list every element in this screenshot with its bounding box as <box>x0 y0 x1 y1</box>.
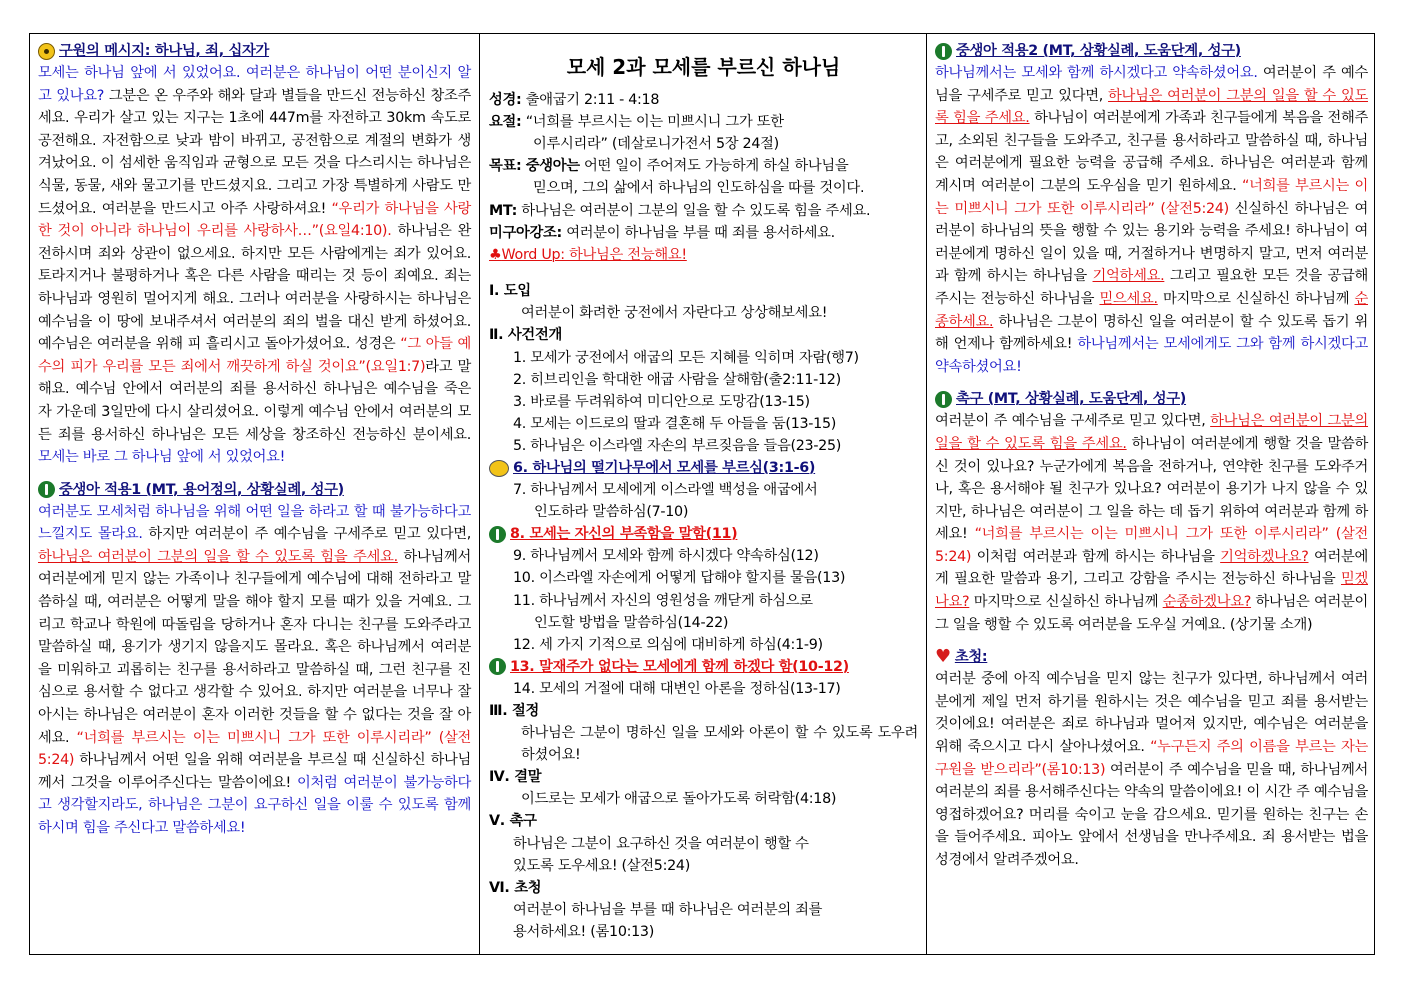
person-icon <box>38 481 55 498</box>
outline-intro-heading: Ⅰ. 도입 <box>489 283 531 300</box>
person-icon <box>489 526 506 543</box>
invitation-heading: ♥ 초청: <box>935 646 988 668</box>
outline-event-item: 14. 모세의 거절에 대해 대변인 아론을 정하심(13-17) <box>513 680 841 697</box>
emphasis-line: 미구아강조: 여러분이 하나님을 부를 때 죄를 용서하세요. <box>489 224 835 241</box>
invitation-body: 여러분 중에 아직 예수님을 믿지 않는 친구가 있다면, 하나님께서 여러분에게 제일 먼저 하기를 원하시는 것은 예수님을 믿고 죄를 용서받는 것이에요! 여러분은 죄로 하나님과 멀어져 있지만, 예수님은 여러분을 위해 죽으시고 다시 살아나셨어요. “누구든지 주의 이름을 부르는 자는 구원을 받으리라”(롬10:13) 여러분이 주 예수님을 믿을 때, 하나님께서 여러분의 죄를 용서해주신다는 약속의 말씀이에요! 이 시간 주 예수님을 영접하겠어요? 머리를 숙이고 눈을 감으세요. 믿기를 원하는 친구는 손을 들어주세요. 피아노 앞에서 선생님을 만나주세요. 죄 용서받는 법을 성경에서 알려주겠어요. <box>935 671 1368 868</box>
left-column <box>30 34 480 954</box>
lesson-outline <box>489 280 918 943</box>
outline-urge-body-cont: 있도록 도우세요! (살전5:24) <box>513 857 690 874</box>
outline-events-heading: Ⅱ. 사건전개 <box>489 327 562 344</box>
goal-line-2: 믿으며, 그의 삶에서 하나님의 인도하심을 따를 것이다. <box>533 180 865 197</box>
application2-heading: 중생아 적용2 (MT, 상황실례, 도움단계, 성구) <box>935 40 1368 62</box>
urge-heading: 촉구 (MT, 상황실례, 도움단계, 성구) <box>935 388 1368 410</box>
outline-ending-heading: Ⅳ. 결말 <box>489 769 542 786</box>
outline-event-item: 3. 바로를 두려워하여 미디안으로 도망감(13-15) <box>513 393 810 410</box>
outline-event-item: 2. 히브리인을 학대한 애굽 사람을 살해함(출2:11-12) <box>513 371 841 388</box>
outline-invitation-heading: Ⅵ. 초청 <box>489 879 542 896</box>
outline-invitation-body: 여러분이 하나님을 부를 때 하나님은 여러분의 죄를 <box>513 901 823 918</box>
application1-heading: 중생아 적용1 (MT, 용어정의, 상황실례, 성구) <box>38 479 471 501</box>
salvation-message-body: 모세는 하나님 앞에 서 있었어요. 여러분은 하나님이 어떤 분이신지 알고 있나요? 그분은 온 우주와 해와 달과 별들을 만드신 전능하신 창조주세요. 우리가 살고 있는 지구는 1초에 447m를 자전하고 30km 속도로 공전해요. 자전함으로 낮과 밤이 바뀌고, 공전함으로 계절의 변화가 생겨났어요. 이 섬세한 움직임과 균형으로 모든 것을 다스리시는 하나님은 식물, 동물, 새와 물고기를 만드셨지요. 그리고 가장 특별하게 사람도 만드셨어요. 여러분을 만드시고 아주 사랑하셔요! “우리가 하나님을 사랑한 것이 아니라 하나님이 우리를 사랑하사…”(요일4:10). 하나님은 완전하시며 죄와 상관이 없으세요. 하지만 모든 사람에게는 죄가 있어요. 토라지거나 불평하거나 혹은 다른 사람을 때리는 것 등이 죄예요. 죄는 하나님과 영원히 멀어지게 해요. 그러나 여러분을 사랑하시는 하나님은 예수님을 이 땅에 보내주셔서 여러분의 죄의 벌을 대신 받게 하셨어요. 예수님은 여러분을 위해 피 흘리시고 돌아가셨어요. 성경은 “그 아들 예수의 피가 우리를 모든 죄에서 깨끗하게 하실 것이요”(요일1:7)라고 말해요. 예수님 안에서 여러분의 죄를 용서하신 하나님은 예수님을 죽은 자 가운데 3일만에 다시 살리셨어요. 이렇게 예수님 안에서 여러분의 모든 죄를 용서하신 하나님은 모든 세상을 창조하신 전능하신 분이세요. 모세는 바로 그 하나님 앞에 서 있었어요! <box>38 65 471 466</box>
outline-event-item-cont: 인도할 방법을 말씀하심(14-22) <box>534 614 729 631</box>
lesson-meta <box>489 89 918 267</box>
face-icon <box>489 460 509 477</box>
word-up-line: ♣Word Up: 하나님은 전능해요! <box>489 247 687 264</box>
memory-verse-line: 요절: “너희를 부르시는 이는 미쁘시니 그가 또한 <box>489 113 784 130</box>
lesson-sheet <box>29 33 1375 955</box>
outline-event-item: 4. 모세는 이드로의 딸과 결혼해 두 아들을 둠(13-15) <box>513 415 837 432</box>
outline-event-item: 12. 세 가지 기적으로 의심에 대비하게 하심(4:1-9) <box>513 636 823 653</box>
application2-body: 하나님께서는 모세와 함께 하시겠다고 약속하셨어요. 여러분이 주 예수님을 구세주로 믿고 있다면, 하나님은 여러분이 그분의 일을 할 수 있도록 힘을 주세요. 하나님이 여러분에게 가족과 친구들에게 복음을 전해주고, 소외된 친구들을 도와주고, 친구를 용서하라고 말씀하실 때, 하나님은 여러분에게 필요한 능력을 공급해 주세요. 하나님은 여러분과 함께 계시며 여러분이 그분의 도우심을 믿기 원하세요. “너희를 부르시는 이는 미쁘시니 그가 또한 이루시리라” (살전5:24) 신실하신 하나님은 여러분이 하나님의 뜻을 행할 수 있는 용기와 능력을 주세요! 하나님이 여러분에게 명하신 일이 있을 때, 거절하거나 변명하지 말고, 먼저 여러분과 함께 하시는 하나님을 기억하세요. 그리고 필요한 모든 것을 공급해 주시는 전능하신 하나님을 믿으세요. 마지막으로 신실하신 하나님께 순종하세요. 하나님은 그분이 명하신 일을 여러분이 할 수 있도록 돕기 위해 언제나 함께하세요! 하나님께서는 모세에게도 그와 함께 하시겠다고 약속하셨어요! <box>935 65 1368 375</box>
center-column <box>480 34 927 954</box>
outline-event-item: 9. 하나님께서 모세와 함께 하시겠다 약속하심(12) <box>513 548 819 565</box>
scripture-line: 성경: 출애굽기 2:11 - 4:18 <box>489 91 660 108</box>
outline-invitation-body-cont: 용서하세요! (롬10:13) <box>513 923 654 940</box>
lesson-title: 모세 2과 모세를 부르신 하나님 <box>566 55 841 79</box>
outline-event-item: 11. 하나님께서 자신의 영원성을 깨닫게 하심으로 <box>513 592 813 609</box>
outline-climax-heading: Ⅲ. 절정 <box>489 703 540 719</box>
mt-line: MT: 하나님은 여러분이 그분의 일을 할 수 있도록 힘을 주세요. <box>489 202 871 219</box>
outline-climax-body: 하나님은 그분이 명하신 일을 모세와 아론이 할 수 있도록 도우려 하셨어요! <box>521 725 918 764</box>
outline-intro-body: 여러분이 화려한 궁전에서 자란다고 상상해보세요! <box>521 305 828 322</box>
outline-event-highlight-6: 6. 하나님의 떨기나무에서 모세를 부르심(3:1-6) <box>489 457 918 479</box>
person-icon <box>489 658 506 675</box>
person-icon <box>935 391 952 408</box>
right-column <box>927 34 1376 954</box>
goal-line: 목표: 중생아는 어떤 일이 주어져도 가능하게 하실 하나님을 <box>489 158 849 175</box>
urge-body: 여러분이 주 예수님을 구세주로 믿고 있다면, 하나님은 여러분이 그분의 일을 할 수 있도록 힘을 주세요. 하나님이 여러분에게 행할 것을 말씀하신 것이 있나요? 누군가에게 복음을 전하거나, 연약한 친구를 도와주거나, 혹은 용서해야 될 친구가 있나요? 여러분이 용기가 나지 않을 수 있지만, 하나님은 여러분이 그 일을 하는 데 돕기 위하여 여러분과 함께 하세요! “너희를 부르시는 이는 미쁘시니 그가 또한 이루시리라” (살전5:24) 이처럼 여러분과 함께 하시는 하나님을 기억하겠나요? 여러분에게 필요한 말씀과 용기, 그리고 강함을 주시는 전능하신 하나님을 믿겠나요? 마지막으로 신실하신 하나님께 순종하겠나요? 하나님은 여러분이 그 일을 행할 수 있도록 여러분을 도우실 거예요. (상기물 소개) <box>935 413 1369 633</box>
outline-ending-body: 이드로는 모세가 애굽으로 돌아가도록 허락함(4:18) <box>521 791 837 808</box>
club-icon: ♣ <box>489 247 502 264</box>
outline-urge-heading: Ⅴ. 촉구 <box>489 813 537 830</box>
outline-event-item: 5. 하나님은 이스라엘 자손의 부르짖음을 들음(23-25) <box>513 437 842 454</box>
application1-body: 여러분도 모세처럼 하나님을 위해 어떤 일을 하라고 할 때 불가능하다고 느낄지도 몰라요. 하지만 여러분이 주 예수님을 구세주로 믿고 있다면, 하나님은 여러분이 그분의 일을 할 수 있도록 힘을 주세요. 하나님께서 여러분에게 믿지 않는 가족이나 친구들에게 예수님에 대해 전하라고 말씀하실 때, 여러분은 어떻게 말을 해야 할지 모를 때가 있을 거예요. 그리고 학교나 학원에 따돌림을 당하거나 혼자 다니는 친구를 도와주라고 말씀하실 때, 용기가 생기지 않을지도 몰라요. 혹은 하나님께서 여러분을 미워하고 괴롭히는 친구를 용서하라고 말씀하실 때, 그런 친구를 진심으로 용서할 수 없다고 생각할 수 있어요. 하지만 여러분을 너무나 잘 아시는 하나님은 여러분이 혼자 이러한 것들을 할 수 없다는 것을 잘 아세요. “너희를 부르시는 이는 미쁘시니 그가 또한 이루시리라” (살전5:24) 하나님께서 어떤 일을 위해 여러분을 부르실 때 신실하신 하나님께서 그것을 이루어주신다는 말씀이에요! 이처럼 여러분이 불가능하다고 생각할지라도, 하나님은 그분이 요구하신 일을 이룰 수 있도록 함께 하시며 힘을 주신다고 말씀하세요! <box>38 503 471 836</box>
outline-event-highlight-8: 8. 모세는 자신의 부족함을 말함(11) <box>489 523 918 545</box>
heart-icon: ♥ <box>935 646 951 668</box>
outline-urge-body: 하나님은 그분이 요구하신 것을 여러분이 행할 수 <box>513 835 809 852</box>
memory-verse-line-2: 이루시리라” (데살로니가전서 5장 24절) <box>533 136 779 152</box>
outline-event-item: 10. 이스라엘 자손에게 어떻게 답해야 할지를 물음(13) <box>513 570 846 587</box>
radiation-icon <box>38 43 55 60</box>
outline-event-highlight-13: 13. 말재주가 없다는 모세에게 함께 하겠다 함(10-12) <box>489 656 918 678</box>
outline-event-item: 1. 모세가 궁전에서 애굽의 모든 지혜를 익히며 자람(행7) <box>513 349 859 366</box>
outline-event-item-cont: 인도하라 말씀하심(7-10) <box>534 504 689 521</box>
person-icon <box>935 43 952 60</box>
salvation-message-heading: 구원의 메시지: 하나님, 죄, 십자가 <box>38 40 471 62</box>
outline-event-item: 7. 하나님께서 모세에게 이스라엘 백성을 애굽에서 <box>513 482 818 499</box>
